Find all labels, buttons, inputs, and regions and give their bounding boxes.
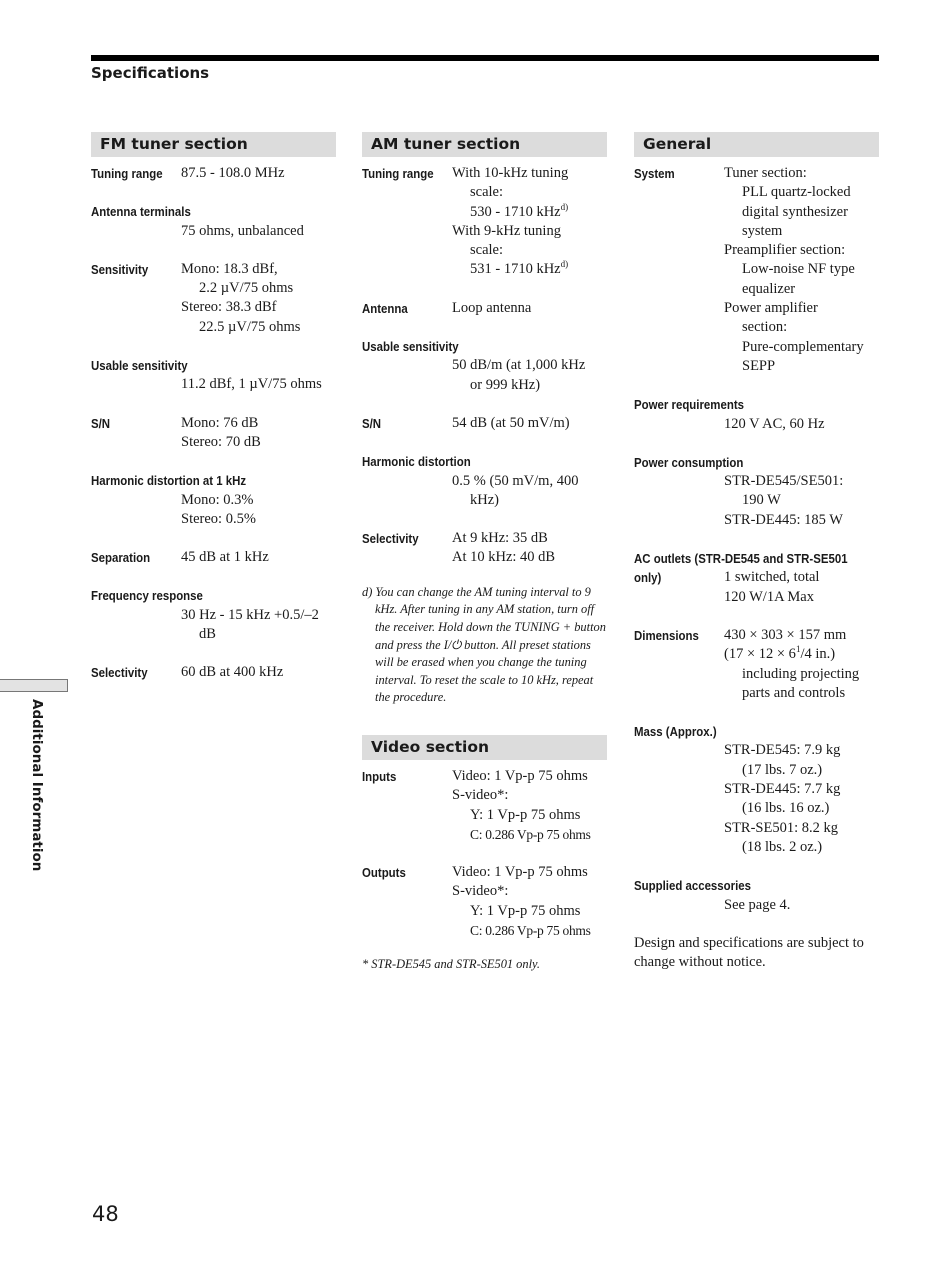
spec-values (452, 414, 607, 433)
spec-value-line (724, 164, 879, 183)
fm-tuner-column (91, 132, 336, 702)
spec-label-continued: only) (634, 570, 662, 586)
spec-value-text: STR-DE445: 185 W (724, 511, 843, 528)
spec-entry-selectivity (91, 663, 336, 682)
spec-value-text: (17 lbs. 7 oz.) (742, 761, 823, 778)
spec-value-text: section: (742, 319, 788, 336)
spec-values (181, 375, 336, 394)
spec-entry-mass-approx (634, 722, 879, 857)
spec-value-text: STR-DE545: 7.9 kg (724, 742, 841, 759)
spec-value-line (452, 376, 607, 395)
spec-value-line (724, 780, 879, 799)
general-column (634, 132, 879, 972)
spec-entry-usable-sensitivity (91, 356, 336, 395)
spec-value-line (181, 510, 336, 529)
spec-entry-antenna-terminals (91, 202, 336, 241)
spec-value-text-cont: /4 in.) (800, 646, 836, 663)
spec-values (181, 164, 336, 183)
spec-entry-tuning-range (91, 164, 336, 183)
spec-entry-inputs (362, 767, 607, 844)
spec-value-line (724, 819, 879, 838)
spec-entry-separation (91, 548, 336, 567)
spec-value-line (181, 222, 336, 241)
spec-value-line (452, 806, 607, 825)
spec-value-text: including projecting (742, 665, 860, 682)
spec-value-line (724, 568, 879, 587)
spec-value-sup: 1 (795, 644, 801, 655)
spec-values (724, 626, 879, 703)
spec-value-text: Tuner section: (724, 165, 807, 181)
spec-value-text: digital synthesizer (742, 203, 848, 220)
spec-entry-usable-sensitivity (362, 337, 607, 395)
spec-label: AC outlets (STR-DE545 and STR-SE501 (634, 551, 848, 567)
spec-value-line (452, 825, 607, 844)
spec-value-text: With 10-kHz tuning (452, 165, 569, 181)
spec-value-line (181, 298, 336, 317)
spec-value-text: 11.2 dBf, 1 µV/75 ohms (181, 376, 322, 393)
spec-label: Inputs (362, 769, 397, 784)
spec-value-line (724, 684, 879, 703)
spec-value-line (452, 548, 607, 567)
spec-value-text: At 10 kHz: 40 dB (452, 549, 556, 566)
spec-value-line (452, 203, 607, 222)
spec-value-line (452, 183, 607, 202)
spec-value-text: 120 V AC, 60 Hz (724, 415, 825, 432)
spec-entry-outputs (362, 863, 607, 940)
spec-label: Separation (91, 550, 151, 566)
section-footnote: * STR-DE545 and STR-SE501 only. (362, 957, 540, 972)
spec-label: S/N (362, 415, 382, 431)
spec-values (452, 767, 607, 844)
spec-value-line (452, 921, 607, 940)
spec-entry-s-n (362, 414, 607, 433)
spec-value-line (452, 902, 607, 921)
spec-entry-harmonic-distortion-at-1-khz (91, 471, 336, 529)
spec-value-text: PLL quartz-locked (742, 184, 851, 201)
spec-value-line (181, 548, 336, 567)
spec-value-text: Mono: 18.3 dBf, (181, 260, 278, 277)
spec-value-text: Y: 1 Vp-p 75 ohms (470, 902, 581, 919)
spec-value-line (724, 203, 879, 222)
spec-value-text: parts and controls (742, 684, 846, 701)
spec-value-text: 30 Hz - 15 kHz +0.5/–2 (181, 606, 319, 623)
spec-value-text: Loop antenna (452, 299, 532, 316)
spec-value-line (181, 375, 336, 394)
spec-value-text: Video: 1 Vp-p 75 ohms (452, 864, 588, 881)
spec-entry-power-requirements (634, 395, 879, 434)
spec-label: Outputs (362, 865, 406, 881)
spec-value-text: Mono: 76 dB (181, 414, 259, 431)
spec-value-text: equalizer (742, 280, 796, 297)
spec-value-line (724, 741, 879, 760)
spec-value-text: scale: (470, 184, 504, 201)
spec-label: Mass (Approx.) (634, 724, 717, 740)
spec-value-text: (16 lbs. 16 oz.) (742, 800, 830, 817)
section-heading: Video section (362, 735, 607, 760)
spec-value-line (452, 241, 607, 260)
spec-label: Selectivity (362, 531, 419, 547)
spec-value-line (724, 761, 879, 780)
spec-entry-tuning-range (362, 164, 607, 280)
spec-label: Usable sensitivity (91, 358, 188, 374)
spec-value-text: 120 W/1A Max (724, 588, 814, 605)
spec-value-text: STR-DE545/SE501: (724, 473, 844, 490)
spec-entry-ac-outlets-str-de545-and-str-se501 (634, 549, 879, 607)
spec-label: Antenna terminals (91, 204, 191, 220)
spec-value-line (724, 183, 879, 202)
spec-value-line (452, 472, 607, 491)
spec-value-text: 54 dB (at 50 mV/m) (452, 414, 570, 431)
spec-value-text: system (742, 222, 783, 239)
spec-values (634, 568, 879, 607)
spec-label: Antenna (362, 300, 408, 316)
spec-value-line (724, 896, 879, 915)
spec-value-line (181, 606, 336, 625)
spec-values (724, 896, 879, 915)
spec-value-line (724, 241, 879, 260)
spec-value-line (452, 260, 607, 279)
spec-value-text: Pure-complementary (742, 338, 864, 355)
spec-value-line (724, 222, 879, 241)
spec-entry-dimensions (634, 626, 879, 703)
spec-value-line (724, 838, 879, 857)
spec-label: System (634, 166, 675, 181)
spec-value-line (181, 164, 336, 183)
side-tab-marker (0, 679, 68, 692)
spec-entry-harmonic-distortion (362, 452, 607, 510)
spec-value-line (724, 665, 879, 684)
spec-value-line (724, 280, 879, 299)
spec-value-line (452, 882, 607, 901)
spec-value-text: At 9 kHz: 35 dB (452, 530, 548, 547)
spec-value-line (724, 299, 879, 318)
spec-value-line (452, 164, 607, 183)
spec-values (181, 491, 336, 530)
spec-value-line (724, 472, 879, 491)
spec-value-line (452, 299, 607, 318)
spec-value-text: Video: 1 Vp-p 75 ohms (452, 768, 588, 784)
spec-value-text: STR-SE501: 8.2 kg (724, 819, 838, 836)
spec-value-text: Stereo: 38.3 dBf (181, 299, 277, 316)
spec-value-text: 75 ohms, unbalanced (181, 222, 304, 239)
video-column (362, 735, 607, 974)
spec-value-line (724, 645, 879, 664)
spec-value-text: 87.5 - 108.0 MHz (181, 165, 285, 181)
spec-value-text: 0.5 % (50 mV/m, 400 (452, 472, 579, 489)
spec-value-text: scale: (470, 242, 504, 259)
spec-value-text: 50 dB/m (at 1,000 kHz (452, 357, 586, 374)
spec-value-text: STR-DE445: 7.7 kg (724, 781, 841, 798)
spec-label: Power requirements (634, 397, 744, 413)
spec-values (452, 472, 607, 511)
spec-value-line (724, 799, 879, 818)
spec-value-text: Stereo: 0.5% (181, 510, 256, 527)
page-title: Specifications (91, 64, 210, 82)
spec-value-text: See page 4. (724, 896, 791, 913)
spec-value-text: Preamplifier section: (724, 242, 846, 259)
spec-value-line (452, 356, 607, 375)
am-tuner-column (362, 132, 607, 707)
spec-value-text: (17 × 12 × 6 (724, 646, 796, 663)
spec-values (452, 164, 607, 280)
spec-value-text: C: 0.286 Vp-p 75 ohms (470, 923, 591, 939)
spec-value-line (181, 260, 336, 279)
spec-value-text: (18 lbs. 2 oz.) (742, 838, 823, 855)
spec-value-line (724, 260, 879, 279)
spec-entry-frequency-response (91, 586, 336, 644)
spec-value-line (724, 357, 879, 376)
spec-value-line (724, 338, 879, 357)
spec-value-text: or 999 kHz) (470, 376, 541, 393)
spec-value-text: SEPP (742, 357, 776, 374)
spec-label: Frequency response (91, 588, 203, 604)
page-number: 48 (92, 1202, 119, 1226)
side-tab-label: Additional Information (29, 699, 45, 872)
spec-label: S/N (91, 415, 111, 431)
spec-values (452, 356, 607, 395)
spec-value-line (724, 511, 879, 530)
spec-values (181, 663, 336, 682)
spec-value-text: 531 - 1710 kHz (470, 261, 561, 278)
spec-value-line (181, 318, 336, 337)
spec-value-line (724, 491, 879, 510)
spec-value-line (181, 625, 336, 644)
spec-value-text: 530 - 1710 kHz (470, 203, 561, 220)
spec-value-line (452, 786, 607, 805)
spec-values (724, 415, 879, 434)
spec-entry-supplied-accessories (634, 876, 879, 915)
spec-label: Power consumption (634, 454, 744, 470)
spec-values (452, 529, 607, 568)
spec-value-text: 1 switched, total (724, 569, 820, 586)
spec-label: Dimensions (634, 627, 699, 643)
spec-value-text: With 9-kHz tuning (452, 222, 561, 239)
spec-value-text: C: 0.286 Vp-p 75 ohms (470, 826, 591, 842)
spec-label: Harmonic distortion (362, 454, 471, 470)
spec-value-line (452, 767, 607, 786)
spec-values (452, 299, 607, 318)
spec-value-line (452, 863, 607, 882)
spec-value-line (452, 529, 607, 548)
spec-value-text: S-video*: (452, 883, 509, 900)
spec-entry-system (634, 164, 879, 376)
spec-values (724, 164, 879, 376)
spec-label: Tuning range (91, 166, 163, 181)
spec-entry-selectivity (362, 529, 607, 568)
spec-value-text: kHz) (470, 491, 499, 508)
spec-value-line (181, 414, 336, 433)
spec-entry-sensitivity (91, 260, 336, 337)
spec-value-text: Low-noise NF type (742, 261, 855, 278)
spec-values (181, 222, 336, 241)
spec-value-line (452, 491, 607, 510)
spec-value-line (724, 626, 879, 645)
spec-value-line (181, 279, 336, 298)
spec-value-text: 430 × 303 × 157 mm (724, 626, 847, 643)
spec-value-text: Power amplifier (724, 300, 818, 317)
spec-value-sup: d) (560, 201, 569, 212)
spec-value-sup: d) (560, 259, 569, 270)
spec-label: Selectivity (91, 665, 148, 681)
section-footnote: d) You can change the AM tuning interval to 9 kHz. After tuning in any AM station, turn off the receiver. Hold down the TUNING + button and press the I/⏻ button. All preset stations will be erased when you change the tuning interval. To reset the scale to 10 kHz, repeat the procedure. (362, 584, 606, 705)
spec-value-text: 60 dB at 400 kHz (181, 664, 284, 681)
spec-value-line (452, 414, 607, 433)
spec-value-text: Y: 1 Vp-p 75 ohms (470, 806, 581, 823)
spec-values (724, 741, 879, 857)
section-heading: General (634, 132, 879, 157)
spec-entry-power-consumption (634, 453, 879, 530)
spec-values (724, 472, 879, 530)
spec-value-text: S-video*: (452, 787, 509, 804)
spec-values (181, 548, 336, 567)
spec-values (181, 606, 336, 645)
spec-label: Supplied accessories (634, 878, 751, 894)
spec-values (181, 260, 336, 337)
spec-value-line (181, 491, 336, 510)
spec-value-text: 45 dB at 1 kHz (181, 549, 269, 566)
header-rule (91, 55, 879, 61)
spec-value-line (724, 318, 879, 337)
section-heading: AM tuner section (362, 132, 607, 157)
spec-label: Tuning range (362, 166, 434, 181)
spec-label: Usable sensitivity (362, 339, 459, 355)
spec-value-line (181, 663, 336, 682)
spec-value-line (724, 415, 879, 434)
spec-label: Sensitivity (91, 261, 149, 277)
spec-value-line (724, 588, 879, 607)
spec-value-text: 2.2 µV/75 ohms (199, 280, 294, 297)
spec-value-text: 190 W (742, 492, 781, 509)
section-heading: FM tuner section (91, 132, 336, 157)
spec-entry-antenna (362, 299, 607, 318)
spec-entry-s-n (91, 414, 336, 453)
spec-values (181, 414, 336, 453)
spec-value-text: Stereo: 70 dB (181, 433, 261, 450)
closing-note: Design and specifications are subject to change without notice. (634, 934, 864, 971)
spec-value-text: dB (199, 626, 216, 643)
spec-label: Harmonic distortion at 1 kHz (91, 473, 247, 489)
spec-value-text: 22.5 µV/75 ohms (199, 318, 301, 335)
spec-values (452, 863, 607, 940)
spec-value-line (181, 433, 336, 452)
spec-value-text: Mono: 0.3% (181, 491, 254, 508)
spec-value-line (452, 222, 607, 241)
